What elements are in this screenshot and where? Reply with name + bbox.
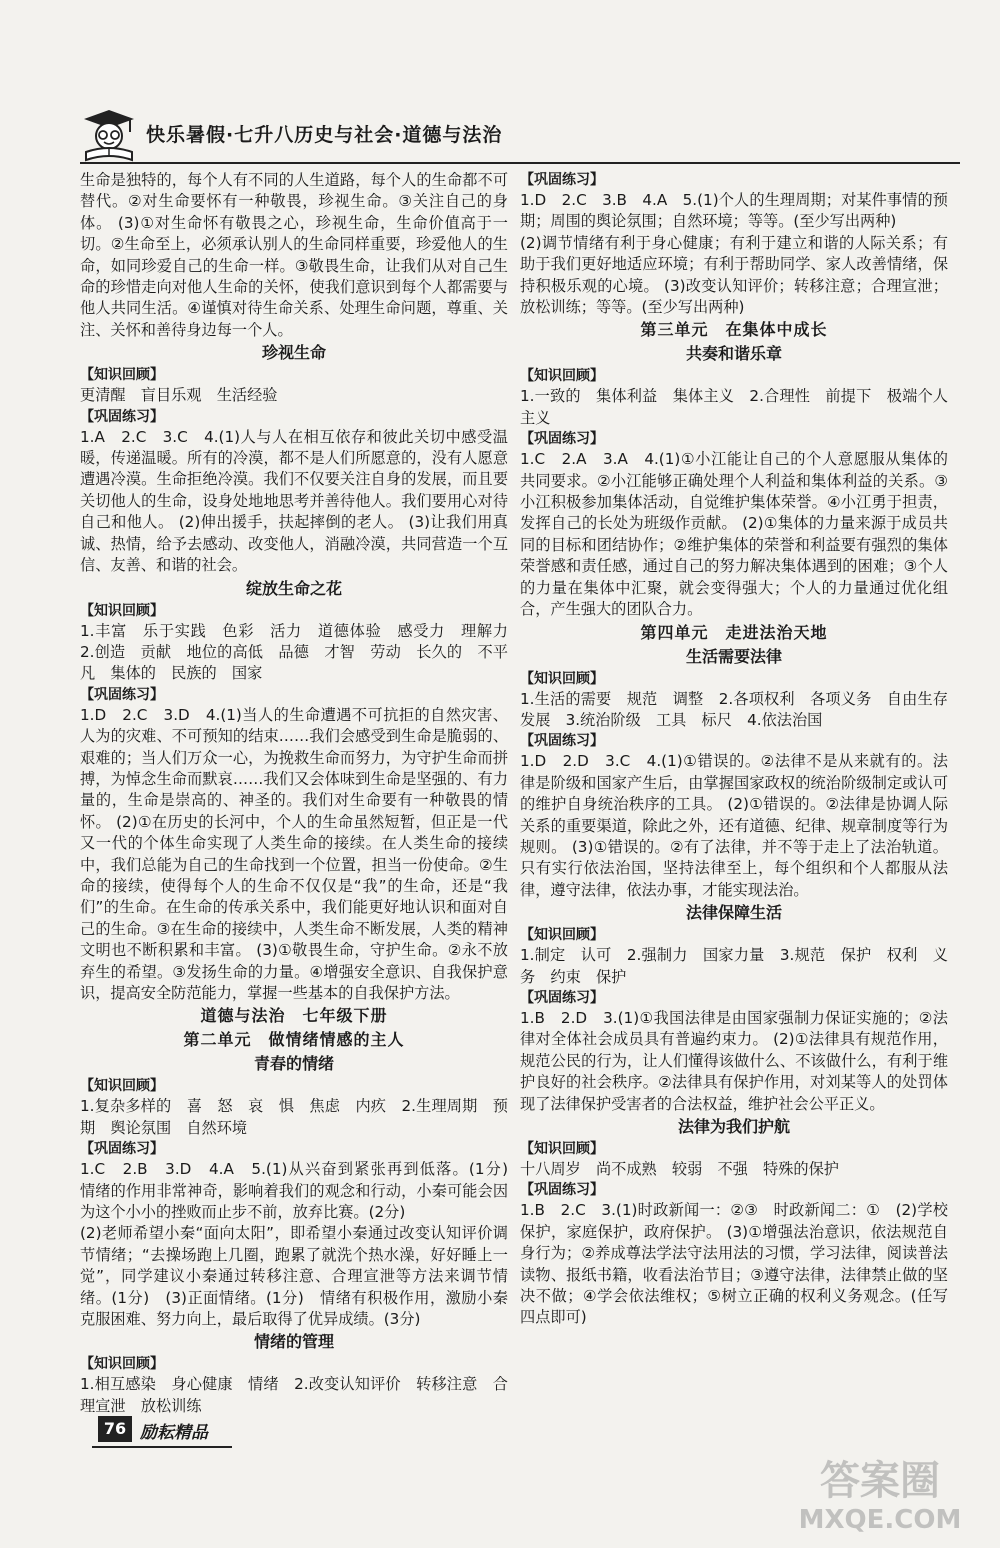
block-label: 【巩固练习】 [520, 733, 604, 750]
block-label: 【知识回顾】 [520, 368, 604, 385]
answer-paragraph: 十八周岁 尚不成熟 较弱 不强 特殊的保护 [520, 1160, 839, 1178]
section-title: 情绪的管理 [253, 1332, 334, 1352]
section-title: 共奏和谐乐章 [685, 344, 782, 364]
answer-paragraph: 1.C 2.B 3.D 4.A 5.(1)从兴奋到紧张再到低落。(1分) 情绪的作用非常神奇，影响着我们的观念和行动，小秦可能会因为这个小小的挫败而止步不前，放弃比赛。(2分) [80, 1160, 524, 1222]
answer-paragraph: 1.D 2.D 3.C 4.(1)①错误的。②法律不是从来就有的。法律是阶级和国家产生后，由掌握国家政权的统治阶级制定或认可的维护自身统治秩序的工具。 (2)①错误的。②法律是协调人际关系的重要渠道，除此之外，还有道德、纪律、规章制度等行为规则。 (3)①错误的。②有了法律，并不等于走上了法治轨道。只有实行依法治国，坚持法律至上，每个组织和个人都服从法律，遵守法律，依法办事，才能实现法治。 [520, 752, 948, 899]
unit-title: 第四单元 走进法治天地 [640, 622, 828, 642]
answer-paragraph: 1.A 2.C 3.C 4.(1)人与人在相互依存和彼此关切中感受温暖，传递温暖。所有的冷漠，都不是人们所愿意的，没有人愿意遭遇冷漠。生命拒绝冷漠。我们不仅要关注自身的发展，而且要关切他人的生命，设身处地地思考并善待他人。我们要用心对待自己和他人。 (2)伸出援手，扶起摔倒的老人。 (3)让我们用真诚、热情，给予去感动、改变他人，消融冷漠，共同营造一个互信、友善、和谐的社会。 [80, 427, 508, 575]
brand-logo: 励耘精品 [140, 1423, 208, 1443]
page-number: 76 [98, 1416, 132, 1442]
answer-paragraph: 1.C 2.A 3.A 4.(1)①小江能让自己的个人意愿服从集体的共同要求。②小江能够正确处理个人利益和集体利益的关系。③小江积极参加集体活动，自觉维护集体荣誉。④小江勇于担责，发挥自己的长处为班级作贡献。 (2)①集体的力量来源于成员共同的目标和团结协作；②维护集体的荣誉和利益要有强烈的集体荣誉感和责任感，通过自己的努力解决集体遇到的困难；③个人的力量在集体中汇聚，就会变得强大；个人的力量通过优化组合，产生强大的团队合力。 [520, 450, 948, 619]
block-label: 【巩固练习】 [520, 431, 604, 448]
answer-paragraph: 1.D 2.C 3.D 4.(1)当人的生命遭遇不可抗拒的自然灾害、人为的灾难、不可预知的结束……我们会感受到生命是脆弱的、艰难的；当人们万众一心，为挽救生命而努力，为守护生命而拼搏，为悼念生命而默哀……我们又会体味到生命是坚强的、有力量的，生命是崇高的、神圣的。我们对生命要有一种敬畏的情怀。 (2)①在历史的长河中，个人的生命虽然短暂，但正是一代又一代的个体生命实现了人类生命的接续。在人类生命的接续中，我们总能为自己的生命找到一个位置，担当一份使命。②生命的接续，使得每个人的生命不仅仅是“我”的生命，还是“我们”的生命。在生命的传承关系中，我们能更好地认识和面对自己的生命。③在生命的接续中，人类生命不断发展，人类的精神文明也不断积累和丰富。 (3)①敬畏生命，守护生命。②永不放弃生的希望。③发扬生命的力量。④增强安全意识、自我保护意识，提高安全防范能力，掌握一些基本的自我保护方法。 [80, 705, 508, 1002]
student-mascot-icon [80, 108, 138, 162]
svg-text:答案圈: 答案圈 [820, 1458, 940, 1504]
answer-paragraph: 更清醒 盲目乐观 生活经验 [80, 386, 278, 405]
answer-paragraph: (2)调节情绪有利于身心健康；有利于建立和谐的人际关系；有助于我们更好地适应环境；有利于帮助同学、家人改善情绪，保持积极乐观的心境。 (3)改变认知评价；转移注意；合理宣泄；放松训练；等等。(至少写出两种) [520, 233, 948, 317]
section-title: 绽放生命之花 [245, 578, 342, 598]
answer-paragraph: 1.生活的需要 规范 调整 2.各项权利 各项义务 自由生存 发展 3.统治阶级 工具 标尺 4.依法治国 [520, 689, 964, 729]
page-header-title: 快乐暑假·七升八历史与社会·道德与法治 [146, 124, 503, 146]
section-title: 法律为我们护航 [677, 1117, 790, 1136]
section-title: 法律保障生活 [685, 903, 782, 923]
unit-title: 第三单元 在集体中成长 [640, 320, 828, 340]
section-title: 青春的情绪 [253, 1054, 334, 1074]
answer-paragraph: 1.B 2.C 3.(1)时政新闻一：②③ 时政新闻二：① (2)学校保护，家庭保护，政府保护。 (3)①增强法治意识，依法规范自身行为；②养成尊法学法守法用法的习惯，学习法律，阅读普法读物、报纸书籍，收看法治节目；③遵守法律，法律禁止做的坚决不做；④学会依法维权；⑤树立正确的权利义务观念。(任写四点即可) [520, 1201, 948, 1327]
block-label: 【巩固练习】 [520, 172, 604, 188]
right-column [520, 170, 964, 1329]
section-title: 生活需要法律 [685, 646, 782, 666]
answer-paragraph: 1.一致的 集体利益 集体主义 2.合理性 前提下 极端个人主义 [520, 387, 948, 427]
block-label: 【知识回顾】 [80, 367, 164, 384]
unit-title: 道德与法治 七年级下册 [200, 1006, 388, 1026]
answer-paragraph: (2)老师希望小秦“面向太阳”，即希望小秦通过改变认知评价调节情绪；“去操场跑上几圈，跑累了就洗个热水澡，好好睡上一觉”，同学建议小秦通过转移注意、合理宣泄等方法来调节情绪。(1分) (3)正面情绪。(1分) 情绪有积极作用，激励小秦克服困难、努力向上，最后取得了优异成绩。(3分) [80, 1224, 508, 1329]
block-label: 【巩固练习】 [520, 1182, 604, 1199]
block-label: 【巩固练习】 [80, 686, 164, 703]
block-label: 【知识回顾】 [80, 602, 164, 619]
block-label: 【知识回顾】 [80, 1078, 164, 1095]
answer-paragraph: 1.丰富 乐于实践 色彩 活力 道德体验 感受力 理解力 2.创造 贡献 地位的高低 品德 才智 劳动 长久的 不平凡 集体的 民族的 国家 [80, 621, 524, 683]
answer-paragraph: 1.复杂多样的 喜 怒 哀 惧 焦虑 内疚 2.生理周期 预期 舆论氛围 自然环境 [80, 1097, 508, 1137]
block-label: 【知识回顾】 [80, 1356, 164, 1373]
block-label: 【巩固练习】 [520, 989, 604, 1006]
block-label: 【知识回顾】 [520, 670, 604, 687]
left-column [80, 170, 524, 1417]
unit-title: 第二单元 做情绪情感的主人 [183, 1030, 405, 1050]
page-footer [92, 1412, 232, 1448]
block-label: 【知识回顾】 [520, 927, 604, 944]
answer-paragraph: 生命是独特的，每个人有不同的人生道路，每个人的生命都不可替代。②对生命要怀有一种敬畏，珍视生命。③关注自己的身体。 (3)①对生命怀有敬畏之心，珍视生命，生命价值高于一切。②生命至上，必须承认别人的生命同样重要，珍爱他人的生命，如同珍爱自己的生命一样。③敬畏生命，让我们从对自己生命的珍惜走向对他人生命的关怀，使我们意识到每个人都需要与他人共同生活。④谨慎对待生命关系、处理生命问题，尊重、关注、关怀和善待身边每一个人。 [80, 171, 508, 339]
section-title: 珍视生命 [261, 343, 326, 363]
watermark-logo [790, 1450, 970, 1540]
block-label: 【巩固练习】 [80, 1141, 164, 1158]
answer-paragraph: 1.B 2.D 3.(1)①我国法律是由国家强制力保证实施的；②法律对全体社会成员具有普遍约束力。 (2)①法律具有规范作用，规范公民的行为，让人们懂得该做什么、不该做什么，有利于维护良好的社会秩序。②法律具有保护作用，对刘某等人的处罚体现了法律保护受害者的合法权益，维护社会公平正义。 [520, 1008, 948, 1113]
block-label: 【巩固练习】 [80, 408, 164, 425]
svg-text:MXQE.COM: MXQE.COM [798, 1505, 962, 1535]
answer-paragraph: 1.相互感染 身心健康 情绪 2.改变认知评价 转移注意 合理宣泄 放松训练 [80, 1375, 508, 1415]
answer-paragraph: 1.制定 认可 2.强制力 国家力量 3.规范 保护 权利 义务 约束 保护 [520, 946, 948, 986]
answer-paragraph: 1.D 2.C 3.B 4.A 5.(1)个人的生理周期；对某件事情的预期；周围的舆论氛围；自然环境；等等。(至少写出两种) [520, 191, 948, 231]
page-header [80, 108, 960, 164]
block-label: 【知识回顾】 [520, 1141, 604, 1157]
